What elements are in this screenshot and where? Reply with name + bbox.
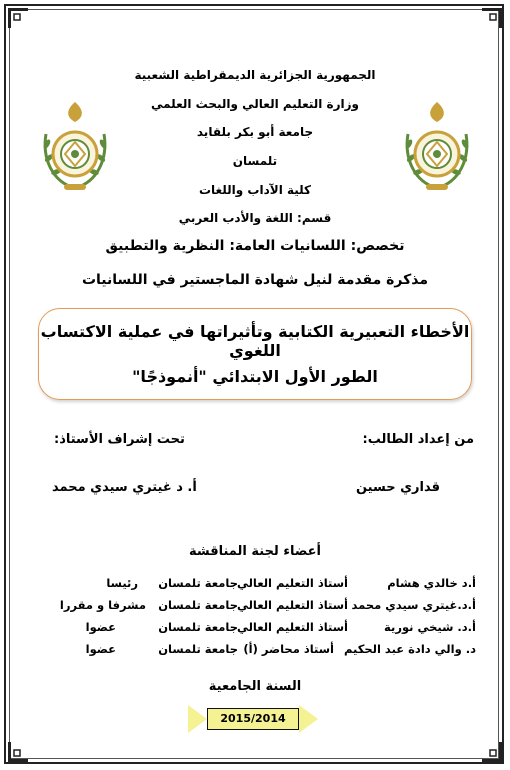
- academic-year-value: 2015/2014: [207, 708, 299, 730]
- member-university: جامعة تلمسان: [158, 620, 238, 634]
- committee-member-row: [40, 598, 476, 614]
- member-name: د. والي دادة عبد الحكيم: [343, 642, 476, 656]
- supervisor-name: أ. د غيتري سيدي محمد: [52, 480, 197, 495]
- member-name: أ.د.غيتري سيدي محمد: [351, 598, 476, 612]
- university-emblem-icon: [400, 100, 474, 196]
- committee-member-row: [40, 620, 476, 636]
- academic-year-label: السنة الجامعية: [208, 679, 302, 694]
- specialization: تخصص: اللسانيات العامة: النظرية والتطبيق: [105, 238, 405, 254]
- member-rank: أستاذ التعليم العالي: [236, 576, 348, 590]
- republic-name: الجمهورية الجزائرية الديمقراطية الشعبية: [134, 68, 376, 82]
- prepared-by-label: من إعداد الطالب:: [362, 432, 474, 447]
- department-name: قسم: اللغة والأدب العربي: [178, 211, 332, 225]
- thesis-title-line-2: الطور الأول الابتدائي "أنموذجًا": [132, 367, 378, 386]
- member-role: عضوا: [85, 620, 116, 634]
- committee-heading: أعضاء لجنة المناقشة: [188, 544, 322, 559]
- member-name: أ.د. شيخي نورية: [384, 620, 476, 634]
- ministry-name: وزارة التعليم العالي والبحث العلمي: [150, 97, 360, 111]
- year-banner-right-icon: [299, 705, 318, 733]
- university-emblem-icon: [38, 100, 112, 196]
- member-name: أ.د خالدي هشام: [387, 576, 476, 590]
- committee-member-row: [40, 576, 476, 592]
- supervised-by-label: تحت إشراف الأستاذ:: [54, 432, 185, 447]
- member-university: جامعة تلمسان: [158, 576, 238, 590]
- faculty-name: كلية الآداب واللغات: [198, 183, 312, 197]
- university-name: جامعة أبو بكر بلقايد: [196, 125, 314, 139]
- member-role: مشرفا و مقررا: [59, 598, 146, 612]
- member-rank: أستاذ محاضر (أ): [243, 642, 334, 656]
- member-rank: أستاذ التعليم العالي: [236, 620, 348, 634]
- student-name: قداري حسين: [355, 480, 440, 495]
- year-banner-left-icon: [188, 705, 207, 733]
- member-role: رئيسا: [106, 576, 138, 590]
- member-university: جامعة تلمسان: [158, 642, 238, 656]
- member-rank: أستاذ التعليم العالي: [236, 598, 348, 612]
- city-name: تلمسان: [232, 154, 278, 168]
- committee-member-row: [40, 642, 476, 658]
- member-university: جامعة تلمسان: [158, 598, 238, 612]
- thesis-title-line-1: الأخطاء التعبيرية الكتابية وتأثيراتها في عملية الاكتساب اللغوي: [40, 322, 470, 360]
- corner-ornament-icon: [6, 740, 30, 764]
- member-role: عضوا: [85, 642, 116, 656]
- thesis-type: مذكرة مقدمة لنيل شهادة الماجستير في اللسانيات: [81, 272, 429, 288]
- corner-ornament-icon: [480, 6, 504, 30]
- corner-ornament-icon: [6, 6, 30, 30]
- corner-ornament-icon: [480, 740, 504, 764]
